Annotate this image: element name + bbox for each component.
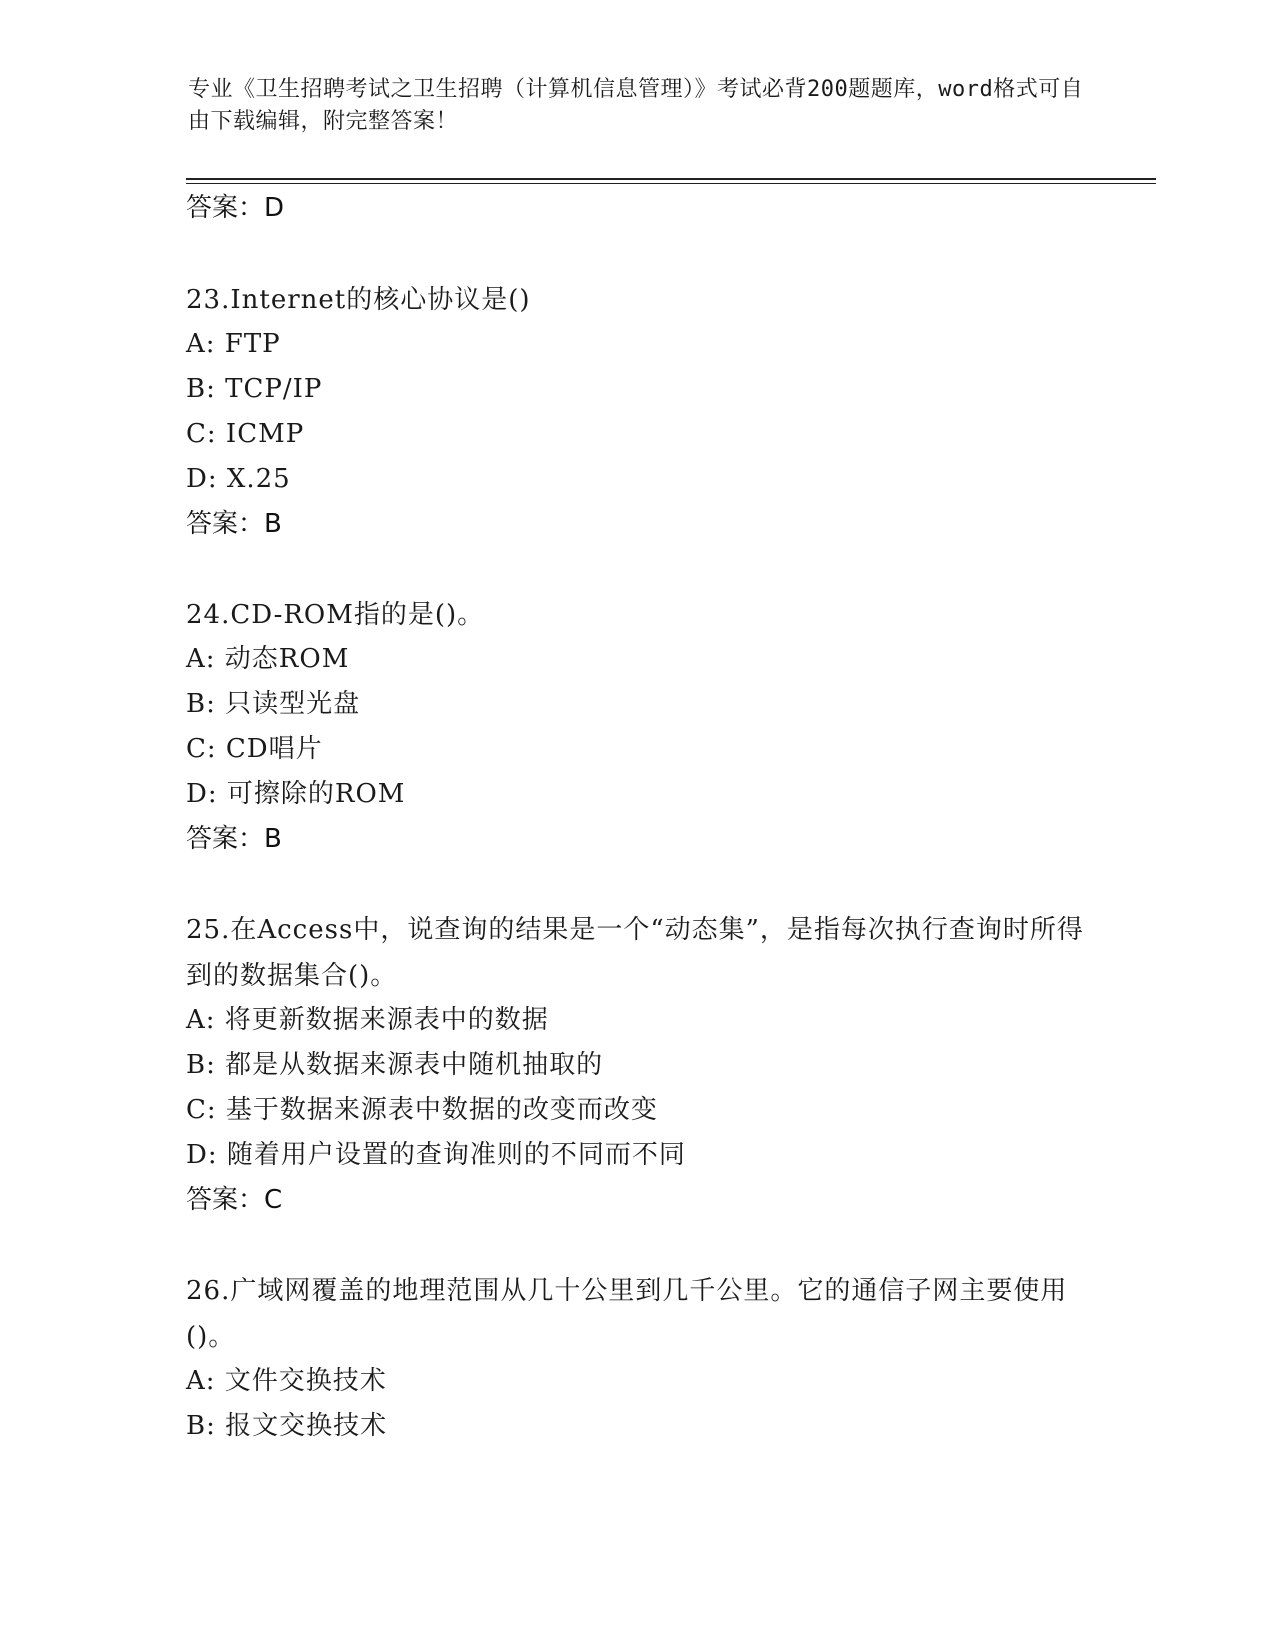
question-23-option-c: C: ICMP (186, 419, 305, 449)
question-26-text: 26.广域网覆盖的地理范围从几十公里到几千公里。它的通信子网主要使用()。 (186, 1276, 1068, 1352)
question-26-option-a: A: 文件交换技术 (186, 1366, 387, 1396)
question-24-option-c: C: CD唱片 (186, 734, 323, 764)
question-24-answer: 答案：B (186, 824, 282, 854)
question-23-option-b: B: TCP/IP (186, 374, 323, 404)
header-rule-thick (186, 178, 1156, 180)
question-25-answer: 答案：C (186, 1185, 283, 1215)
question-23-text: 23.Internet的核心协议是() (186, 285, 531, 315)
question-25-option-b: B: 都是从数据来源表中随机抽取的 (186, 1050, 604, 1080)
question-25-option-c: C: 基于数据来源表中数据的改变而改变 (186, 1095, 658, 1125)
question-23-option-d: D: X.25 (186, 464, 291, 494)
question-24-option-a: A: 动态ROM (186, 644, 350, 674)
question-24-option-d: D: 可擦除的ROM (186, 779, 406, 809)
question-23-option-a: A: FTP (186, 329, 281, 359)
question-23-answer: 答案：B (186, 509, 282, 539)
question-26-option-b: B: 报文交换技术 (186, 1411, 388, 1441)
header-rule-thin (186, 183, 1156, 184)
answer-line: 答案：D (186, 193, 285, 223)
document-header: 专业《卫生招聘考试之卫生招聘（计算机信息管理）》考试必背200题题库，word格式可自由下载编辑，附完整答案！ (188, 77, 1084, 134)
question-25-text: 25.在Access中，说查询的结果是一个“动态集”，是指每次执行查询时所得到的数据集合()。 (186, 915, 1084, 991)
question-25-option-d: D: 随着用户设置的查询准则的不同而不同 (186, 1140, 686, 1170)
question-25-option-a: A: 将更新数据来源表中的数据 (186, 1005, 549, 1035)
question-24-option-b: B: 只读型光盘 (186, 689, 361, 719)
question-24-text: 24.CD-ROM指的是()。 (186, 600, 485, 630)
